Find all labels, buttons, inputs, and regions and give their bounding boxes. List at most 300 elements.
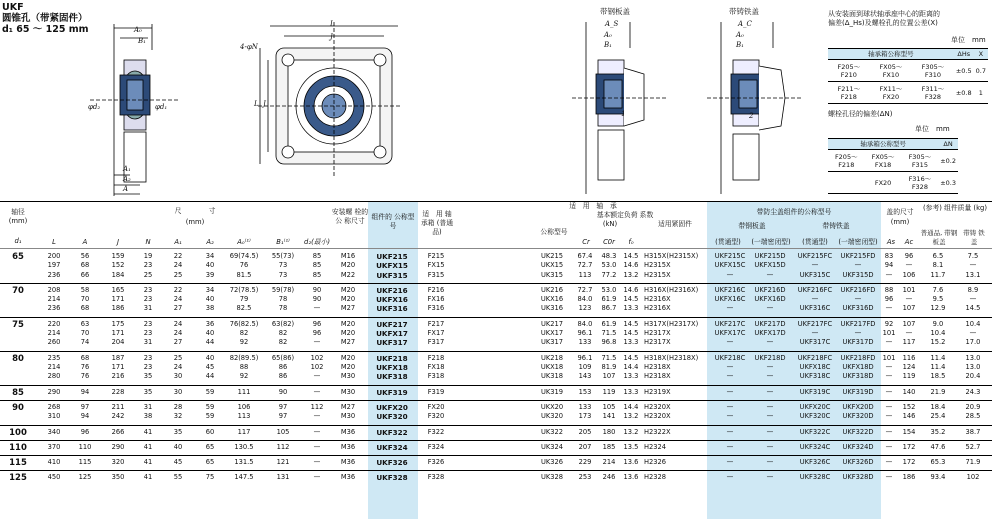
cell-j: 290: [111, 442, 125, 451]
cell-a0: 111: [237, 387, 251, 396]
size-group-70: [0, 286, 992, 320]
dim-col-head-a0: A₀⁽¹⁾: [237, 238, 251, 246]
cell-bolt: M20: [340, 261, 356, 270]
tol-r1-e: 0.7: [974, 60, 988, 82]
table-row: [0, 443, 992, 452]
cell-a2: 65: [205, 442, 215, 451]
cell-mass-cast: 20.9: [965, 402, 981, 411]
cell-a1: 27: [173, 338, 183, 347]
cell-a1: 24: [173, 319, 183, 328]
cell-unit-no: UKF324: [376, 442, 408, 452]
cell-ac: 140: [902, 387, 916, 396]
bolt-r1-d: ±0.2: [938, 150, 958, 172]
cell-a: 68: [80, 353, 90, 362]
cell-a2: 38: [205, 304, 215, 313]
cell-cr: 109: [578, 362, 592, 371]
cell-unit-no: UKF328: [376, 473, 408, 483]
cell-a1: 25: [173, 353, 183, 362]
tol-r2-c: F311～ F328: [912, 82, 954, 104]
cell-a1: 27: [173, 304, 183, 313]
cell-unit-no: UKF215: [376, 252, 408, 261]
head-cover-unit: (mm): [890, 218, 910, 226]
cell-steel-closed: —: [766, 473, 774, 482]
cell-a1: 40: [173, 442, 183, 451]
label-n1: 1: [621, 110, 626, 118]
cell-n: 38: [143, 412, 153, 421]
table-row: [0, 329, 992, 338]
cell-a: 56: [80, 252, 90, 260]
cell-n: 23: [143, 329, 153, 338]
table-row: [0, 458, 992, 467]
cell-ac: 154: [902, 427, 916, 436]
cell-steel-closed: —: [766, 338, 774, 347]
cell-j: 186: [111, 304, 125, 313]
head-cr: Cr: [582, 238, 590, 246]
shaft-diameter: 80: [12, 353, 24, 364]
cell-unit-no: UKF217: [376, 319, 408, 329]
table-row: [0, 403, 992, 412]
cell-d2: 112: [310, 402, 324, 411]
group-divider: [0, 455, 992, 456]
cell-steel-thru: —: [726, 304, 734, 313]
cell-a: 68: [80, 304, 90, 313]
cell-b1: 63(82): [271, 319, 295, 328]
cell-steel-closed: —: [766, 412, 774, 421]
table-row: [0, 372, 992, 381]
cell-c0r: 71.5: [601, 353, 617, 362]
cell-unit-no: UKFX20: [376, 402, 408, 412]
cell-unit-no: UKF319: [376, 387, 408, 397]
group-divider: [0, 470, 992, 471]
table-row: [0, 286, 992, 295]
cell-steel-closed: —: [766, 372, 774, 381]
cast-cover-caption: 带铸铁盖: [729, 7, 759, 16]
cell-a0: 88: [239, 362, 249, 371]
cell-housing: FX17: [427, 329, 445, 338]
head-d1: d₁: [14, 237, 22, 245]
cell-a: 94: [80, 412, 90, 421]
cell-unit-no: UKFX16: [376, 295, 408, 305]
cell-as: —: [885, 304, 893, 313]
shaft-diameter: 110: [9, 442, 27, 453]
cell-steel-thru: UKFX17C: [714, 329, 746, 338]
cell-cast-thru: —: [811, 329, 819, 338]
label-a1: A₁: [123, 165, 131, 173]
head-housing: 适 用 轴承箱 (普通品): [421, 210, 453, 236]
cell-f0: 13.2: [623, 270, 639, 279]
cell-cast-closed: —: [854, 261, 862, 270]
cell-cast-closed: UKF215FD: [840, 252, 876, 260]
cell-a: 68: [80, 261, 90, 270]
cell-unit-no: UKFX18: [376, 362, 408, 372]
table-row: [0, 412, 992, 421]
cell-steel-thru: —: [726, 412, 734, 421]
label-j-side: J: [263, 100, 266, 108]
cell-cast-thru: UKF319C: [799, 387, 831, 396]
cell-steel-closed: —: [766, 442, 774, 451]
cell-a0: 82(89.5): [229, 353, 259, 362]
cell-bolt: M20: [340, 295, 356, 304]
cell-steel-thru: UKFX16C: [714, 295, 746, 304]
head-bearing-no: 公称型号: [540, 228, 568, 236]
cell-mass-normal: 18.4: [930, 402, 946, 411]
cell-unit-no: UKF318: [376, 372, 408, 382]
tol-r2-d: ±0.8: [954, 82, 974, 104]
cell-bearing-no: UK328: [540, 473, 564, 482]
cell-mass-cast: 14.5: [965, 304, 981, 313]
head-closed-1: (一端密闭型): [751, 238, 791, 246]
group-divider: [0, 440, 992, 441]
cell-housing: F315: [427, 270, 445, 279]
cell-housing: FX20: [427, 402, 445, 411]
cell-steel-closed: UKFX17D: [754, 329, 786, 338]
cell-bolt: M36: [340, 473, 356, 482]
cell-j: 159: [111, 252, 125, 260]
cell-mass-normal: 10.4: [930, 329, 946, 338]
cell-mass-cast: 13.1: [965, 270, 981, 279]
cell-steel-thru: UKFX15C: [714, 261, 746, 270]
cell-j: 320: [111, 458, 125, 467]
cell-cast-thru: UKF326C: [799, 458, 831, 467]
cell-d2: 85: [312, 261, 322, 270]
cell-f0: 13.5: [623, 442, 639, 451]
cell-steel-closed: —: [766, 402, 774, 411]
label-a0-cast: A₀: [736, 31, 744, 39]
cell-ac: 107: [902, 319, 916, 328]
cell-bearing-no: UK215: [540, 252, 564, 260]
cell-as: —: [885, 338, 893, 347]
table-row: [0, 252, 992, 261]
cell-steel-thru: —: [726, 402, 734, 411]
table-row: [0, 473, 992, 482]
cell-a1: 55: [173, 473, 183, 482]
cell-c0r: 246: [602, 473, 616, 482]
cell-b1: 82: [278, 338, 288, 347]
cell-bolt: M20: [340, 319, 356, 328]
cell-j: 242: [111, 412, 125, 421]
head-shaft: [0, 208, 36, 226]
cell-steel-closed: UKF218D: [754, 353, 786, 362]
cell-housing: FX16: [427, 295, 445, 304]
cell-j: 171: [111, 362, 125, 371]
cell-f0: 13.6: [623, 473, 639, 482]
cell-cast-thru: UKFX20C: [799, 402, 831, 411]
cell-l: 220: [47, 319, 61, 328]
cell-f0: 13.3: [623, 372, 639, 381]
cell-b1: 59(78): [271, 285, 295, 294]
cell-as: —: [885, 402, 893, 411]
cell-bearing-no: UK217: [540, 319, 564, 328]
cell-a0: 72(78.5): [229, 285, 259, 294]
cell-mass-normal: 47.6: [930, 442, 946, 451]
cell-a: 58: [80, 285, 90, 294]
cell-bearing-no: UK326: [540, 458, 564, 467]
cell-cast-thru: UKF217FC: [797, 319, 833, 328]
head-mass-normal: 普通品, 带钢板盖: [920, 229, 958, 246]
cell-steel-closed: —: [766, 270, 774, 279]
cell-f0: 14.6: [623, 285, 639, 294]
dim-col-head-a: A: [82, 238, 88, 246]
cell-f0: 14.5: [623, 319, 639, 328]
cell-mass-cast: 20.4: [965, 372, 981, 381]
table-row: [0, 388, 992, 397]
cell-mass-cast: 71.9: [965, 458, 981, 467]
cell-cr: 96.1: [577, 329, 593, 338]
cell-bearing-no: UK315: [540, 270, 564, 279]
table-row: [0, 261, 992, 270]
cell-housing: F322: [427, 427, 445, 436]
tol-r2-a: F211～ F218: [828, 82, 870, 104]
cell-d2: —: [313, 473, 321, 482]
dim-col-head-a2: A₂: [206, 238, 214, 246]
bolt-head-dn: ΔN: [938, 139, 958, 150]
cell-cr: 253: [578, 473, 592, 482]
size-range: d₁ 65 ～ 125 mm: [2, 24, 89, 35]
cell-unit-no: UKFX15: [376, 261, 408, 271]
shaft-diameter: 85: [12, 387, 24, 398]
cell-cast-closed: UKF315D: [842, 270, 874, 279]
head-thru-1: (贯通型): [715, 238, 741, 246]
cell-a0: 76(82.5): [229, 319, 259, 328]
cell-ac: 96: [904, 252, 914, 260]
cell-c0r: 185: [602, 442, 616, 451]
cell-mass-cast: 13.0: [965, 353, 981, 362]
cell-a2: 45: [205, 362, 215, 371]
cell-n: 23: [143, 261, 153, 270]
cell-mass-cast: 38.7: [965, 427, 981, 436]
cell-mass-normal: 9.5: [932, 295, 944, 304]
cell-c0r: 141: [602, 412, 616, 421]
cell-a: 97: [80, 402, 90, 411]
cell-cr: 173: [578, 412, 592, 421]
size-group-65: [0, 252, 992, 286]
cell-a0: 81.5: [236, 270, 252, 279]
bolt-note-title: 螺栓孔径的偏差(ΔN): [828, 110, 893, 118]
cell-mass-cast: 13.0: [965, 362, 981, 371]
cell-cast-closed: UKF316D: [842, 304, 874, 313]
cell-f0: 13.3: [623, 304, 639, 313]
head-cover-dim: 盖的尺寸: [886, 208, 914, 216]
cell-ac: 172: [902, 458, 916, 467]
head-cast: 带铸铁盖: [822, 222, 850, 230]
cell-as: —: [885, 362, 893, 371]
cell-n: 23: [143, 362, 153, 371]
cell-cast-closed: UKF217FD: [840, 319, 876, 328]
head-f0: f₀: [628, 238, 634, 246]
shaft-diameter: 70: [12, 285, 24, 296]
cell-unit-no: UKF326: [376, 458, 408, 468]
cell-b1: 86: [278, 372, 288, 381]
cell-a1: 25: [173, 270, 183, 279]
head-unit-no: 组件的 公称型号: [371, 213, 415, 230]
cell-j: 171: [111, 295, 125, 304]
cell-unit-no: UKF218: [376, 353, 408, 363]
cell-c0r: 214: [602, 458, 616, 467]
cell-as: —: [885, 458, 893, 467]
cell-mass-normal: 11.7: [930, 270, 946, 279]
cell-sleeve: H2316X: [644, 295, 671, 304]
cell-d2: —: [313, 338, 321, 347]
cell-ac: 172: [902, 442, 916, 451]
cell-as: —: [885, 442, 893, 451]
cell-a: 110: [78, 442, 92, 451]
cell-c0r: 96.8: [601, 338, 617, 347]
cell-mass-cast: 24.3: [965, 387, 981, 396]
cell-cast-closed: UKF328D: [842, 473, 874, 482]
cell-as: —: [885, 387, 893, 396]
cell-a0: 147.5: [234, 473, 254, 482]
cell-cast-closed: —: [854, 329, 862, 338]
cell-as: 96: [884, 295, 894, 304]
cell-steel-thru: UKF218C: [714, 353, 746, 362]
cell-steel-closed: —: [766, 304, 774, 313]
cell-bolt: M20: [340, 285, 356, 294]
cell-a1: 24: [173, 261, 183, 270]
cell-cr: 207: [578, 442, 592, 451]
steel-cover-caption: 带钢板盖: [600, 7, 630, 16]
cell-sleeve: H2322X: [644, 427, 671, 436]
cell-sleeve: H2316X: [644, 304, 671, 313]
cell-bolt: M22: [340, 270, 356, 279]
cell-ac: —: [905, 261, 913, 270]
tol-r1-b: FX05～ FX10: [870, 60, 912, 82]
label-a: A: [123, 185, 129, 193]
tol-r1-a: F205～ F210: [828, 60, 870, 82]
cell-mass-normal: 7.6: [932, 285, 944, 294]
cell-d2: —: [313, 458, 321, 467]
cell-a2: 34: [205, 285, 215, 294]
cell-mass-cast: 7.5: [967, 252, 979, 260]
cell-c0r: 71.5: [601, 329, 617, 338]
cell-mass-normal: 9.0: [932, 319, 944, 328]
cell-cast-closed: UKF317D: [842, 338, 874, 347]
cell-a: 63: [80, 319, 90, 328]
cell-a2: 34: [205, 252, 215, 260]
cell-a2: 59: [205, 387, 215, 396]
cell-c0r: 81.9: [601, 362, 617, 371]
cell-bolt: M16: [340, 252, 356, 260]
cell-bolt: M27: [340, 402, 356, 411]
cell-cr: 143: [578, 372, 592, 381]
cell-a1: 24: [173, 329, 183, 338]
cell-steel-thru: —: [726, 387, 734, 396]
table-row: [0, 428, 992, 437]
cell-j: 216: [111, 372, 125, 381]
cell-a1: 28: [173, 402, 183, 411]
bolt-head-type: 轴承箱公称型号: [828, 139, 938, 150]
cell-mass-normal: 21.9: [930, 387, 946, 396]
cell-a: 70: [80, 329, 90, 338]
label-a0-steel: A₀: [604, 31, 612, 39]
cell-l: 450: [47, 473, 61, 482]
tol-r2-b: FX11～ FX20: [870, 82, 912, 104]
cell-sleeve: H2315X: [644, 261, 671, 270]
cell-cr: 113: [578, 270, 592, 279]
cell-cast-closed: UKF322D: [842, 427, 874, 436]
cell-c0r: 119: [602, 387, 616, 396]
cell-n: 23: [143, 319, 153, 328]
cell-l: 268: [47, 402, 61, 411]
cell-f0: 14.5: [623, 252, 639, 260]
cell-a1: 22: [173, 252, 183, 260]
cell-f0: 14.6: [623, 261, 639, 270]
cell-n: 41: [143, 442, 153, 451]
head-steel: 带钢板盖: [738, 222, 766, 230]
cell-c0r: 77.2: [601, 270, 617, 279]
cell-cast-thru: UKF324C: [799, 442, 831, 451]
head-dims: 尺 寸: [174, 207, 216, 215]
cell-bearing-no: UK319: [540, 387, 564, 396]
cell-c0r: 107: [602, 372, 616, 381]
cell-a0: 106: [237, 402, 251, 411]
cell-b1: 97: [278, 402, 288, 411]
cell-cast-thru: —: [811, 295, 819, 304]
cell-unit-no: UKF320: [376, 412, 408, 422]
cell-mass-cast: 102: [966, 473, 980, 482]
cell-bearing-no: UKX16: [540, 295, 564, 304]
cell-cast-thru: UKF322C: [799, 427, 831, 436]
size-group-75: [0, 320, 992, 354]
cell-a: 125: [78, 473, 92, 482]
cell-sleeve: H2319X: [644, 387, 671, 396]
cell-mass-normal: 35.2: [930, 427, 946, 436]
cell-n: 23: [143, 285, 153, 294]
cell-a2: 44: [205, 338, 215, 347]
cell-cast-closed: —: [854, 295, 862, 304]
cell-j: 211: [111, 402, 125, 411]
cell-ac: —: [905, 329, 913, 338]
cell-steel-thru: —: [726, 473, 734, 482]
cell-cr: 133: [578, 338, 592, 347]
series-subtitle: 圆锥孔（带紧固件）: [2, 13, 88, 24]
bolt-r1-a: F205～ F218: [828, 150, 865, 172]
cell-b1: 90: [278, 387, 288, 396]
cell-housing: F317: [427, 338, 445, 347]
cell-housing: F217: [427, 319, 445, 328]
cell-bearing-no: UK324: [540, 442, 564, 451]
cell-j: 184: [111, 270, 125, 279]
cell-sleeve: H315X(H2315X): [644, 252, 699, 260]
cell-ac: 146: [902, 412, 916, 421]
cell-sleeve: H2326: [644, 458, 667, 467]
cell-housing: F316: [427, 304, 445, 313]
cell-cast-closed: UKF319D: [842, 387, 874, 396]
cell-as: —: [885, 412, 893, 421]
cell-l: 235: [47, 353, 61, 362]
tolerance-head-x: X: [974, 49, 988, 60]
cell-sleeve: H316X(H2316X): [644, 285, 699, 294]
bolt-r1-c: F305～ F315: [902, 150, 939, 172]
cell-steel-thru: UKF215C: [714, 252, 746, 260]
label-as: A_S: [605, 20, 619, 28]
cell-cr: 96.1: [577, 353, 593, 362]
cell-d2: —: [313, 412, 321, 421]
cell-as: 88: [884, 285, 894, 294]
label-b1-steel: B₁: [604, 41, 612, 49]
cell-bearing-no: UK318: [540, 372, 564, 381]
dim-col-head-l: L: [52, 238, 56, 246]
cell-d2: —: [313, 372, 321, 381]
cell-n: 35: [143, 387, 153, 396]
cell-b1: 121: [276, 458, 290, 467]
cell-unit-no: UKF216: [376, 285, 408, 295]
cell-n: 31: [143, 304, 153, 313]
cell-cast-closed: UKFX20D: [842, 402, 874, 411]
cell-steel-closed: UKF217D: [754, 319, 786, 328]
cell-cr: 133: [578, 402, 592, 411]
cell-cast-closed: UKF326D: [842, 458, 874, 467]
cell-l: 236: [47, 304, 61, 313]
